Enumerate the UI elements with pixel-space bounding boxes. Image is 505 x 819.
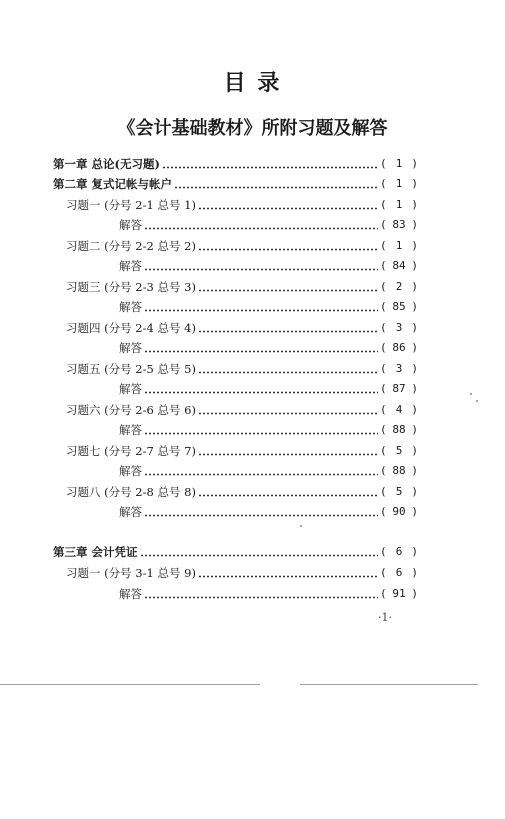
scan-artifact-line — [0, 684, 260, 685]
toc-page-number: 3 — [395, 321, 403, 334]
toc-page-number: 91 — [392, 587, 406, 600]
toc-page-number: 1 — [395, 198, 403, 211]
toc-entry-label: 解答 — [119, 505, 142, 519]
dot-leader — [144, 309, 378, 312]
toc-entry-page: ( 90 ) — [380, 503, 420, 521]
toc-entry — [119, 380, 420, 398]
toc-entry — [66, 237, 420, 255]
toc-entry-label: 习题一 (分号 3-1 总号 9) — [66, 566, 196, 580]
toc-page-number: 5 — [395, 444, 403, 457]
toc-entry-page: ( 87 ) — [380, 380, 420, 398]
toc-entry — [119, 216, 420, 234]
toc-entry — [66, 278, 420, 296]
dot-leader — [198, 575, 378, 578]
toc-entry-label: 解答 — [119, 423, 142, 437]
toc-entry-label: 习题一 (分号 2-1 总号 1) — [66, 198, 196, 212]
scan-speck — [470, 393, 472, 395]
toc-entry — [119, 298, 420, 316]
toc-entry — [66, 196, 420, 214]
toc-entry-page: ( 5 ) — [380, 483, 420, 501]
toc-entry-page: ( 4 ) — [380, 401, 420, 419]
toc-entry-page: ( 3 ) — [380, 360, 420, 378]
toc-entry — [66, 360, 420, 378]
toc-page-number: 85 — [392, 300, 406, 313]
dot-leader — [198, 494, 378, 497]
toc-entry — [66, 442, 420, 460]
toc-entry-label: 解答 — [119, 341, 142, 355]
dot-leader — [198, 371, 378, 374]
toc-entry-page: ( 1 ) — [380, 155, 420, 173]
toc-entry — [66, 564, 420, 582]
toc-entry-label: 习题七 (分号 2-7 总号 7) — [66, 444, 196, 458]
scan-speck — [476, 400, 478, 402]
toc-entry-label: 第一章 总论(无习题) — [53, 157, 160, 171]
document-subtitle: 《会计基础教材》所附习题及解答 — [117, 118, 388, 139]
page-title: 目 录 — [223, 70, 282, 96]
toc-entry — [119, 462, 420, 480]
toc-entry — [119, 421, 420, 439]
toc-entry-label: 解答 — [119, 218, 142, 232]
toc-entry — [119, 339, 420, 357]
toc-entry-page: ( 88 ) — [380, 421, 420, 439]
toc-page-number: 5 — [395, 485, 403, 498]
toc-page-number: 86 — [392, 341, 406, 354]
toc-page-number: 1 — [395, 239, 403, 252]
toc-entry — [119, 257, 420, 275]
toc-entry-page: ( 5 ) — [380, 442, 420, 460]
dot-leader — [140, 554, 378, 557]
toc-page-number: 6 — [395, 566, 403, 579]
dot-leader — [198, 207, 378, 210]
toc-page-number: 1 — [395, 157, 403, 170]
toc-entry-page: ( 86 ) — [380, 339, 420, 357]
toc-entry-label: 解答 — [119, 587, 142, 601]
toc-page-number: 2 — [395, 280, 403, 293]
toc-entry-page: ( 85 ) — [380, 298, 420, 316]
dot-leader — [144, 473, 378, 476]
page-number: ·1· — [378, 611, 392, 624]
toc-entry-page: ( 84 ) — [380, 257, 420, 275]
dot-leader — [174, 186, 378, 189]
toc-entry-label: 解答 — [119, 300, 142, 314]
toc-entry-page: ( 6 ) — [380, 543, 420, 561]
toc-entry-page: ( 1 ) — [380, 175, 420, 193]
toc-entry-page: ( 1 ) — [380, 237, 420, 255]
toc-entry-page: ( 3 ) — [380, 319, 420, 337]
dot-leader — [144, 432, 378, 435]
scan-speck — [300, 525, 302, 527]
toc-page-number: 88 — [392, 464, 406, 477]
toc-entry — [66, 319, 420, 337]
toc-entry-label: 习题五 (分号 2-5 总号 5) — [66, 362, 196, 376]
toc-page-number: 1 — [395, 177, 403, 190]
toc-entry-label: 第三章 会计凭证 — [53, 545, 138, 559]
toc-entry-label: 解答 — [119, 382, 142, 396]
dot-leader — [144, 268, 378, 271]
toc-entry-label: 习题八 (分号 2-8 总号 8) — [66, 485, 196, 499]
toc-entry-page: ( 91 ) — [380, 585, 420, 603]
dot-leader — [162, 166, 378, 169]
toc-entry-label: 习题三 (分号 2-3 总号 3) — [66, 280, 196, 294]
toc-entry-label: 习题二 (分号 2-2 总号 2) — [66, 239, 196, 253]
toc-page-number: 3 — [395, 362, 403, 375]
toc-entry-label: 习题六 (分号 2-6 总号 6) — [66, 403, 196, 417]
toc-entry-label: 解答 — [119, 464, 142, 478]
dot-leader — [198, 330, 378, 333]
toc-page-number: 84 — [392, 259, 406, 272]
toc-entry — [119, 585, 420, 603]
toc-entry — [119, 503, 420, 521]
dot-leader — [198, 248, 378, 251]
toc-entry-label: 习题四 (分号 2-4 总号 4) — [66, 321, 196, 335]
dot-leader — [144, 596, 378, 599]
dot-leader — [198, 412, 378, 415]
dot-leader — [144, 514, 378, 517]
toc-page-number: 88 — [392, 423, 406, 436]
toc-entry — [53, 155, 420, 173]
dot-leader — [198, 453, 378, 456]
toc-entry — [66, 401, 420, 419]
toc-entry-page: ( 1 ) — [380, 196, 420, 214]
toc-entry-label: 解答 — [119, 259, 142, 273]
toc-entry-page: ( 88 ) — [380, 462, 420, 480]
toc-page-number: 87 — [392, 382, 406, 395]
dot-leader — [144, 227, 378, 230]
toc-entry-page: ( 83 ) — [380, 216, 420, 234]
toc-entry-page: ( 2 ) — [380, 278, 420, 296]
toc-page-number: 83 — [392, 218, 406, 231]
scan-artifact-line — [300, 684, 478, 685]
dot-leader — [144, 350, 378, 353]
dot-leader — [144, 391, 378, 394]
toc-entry — [53, 175, 420, 193]
toc-entry — [53, 543, 420, 561]
toc-page-number: 4 — [395, 403, 403, 416]
toc-page-number: 6 — [395, 545, 403, 558]
toc-entry-label: 第二章 复式记帐与帐户 — [53, 177, 173, 191]
toc-entry-page: ( 6 ) — [380, 564, 420, 582]
toc-page-number: 90 — [392, 505, 406, 518]
dot-leader — [198, 289, 378, 292]
toc-entry — [66, 483, 420, 501]
